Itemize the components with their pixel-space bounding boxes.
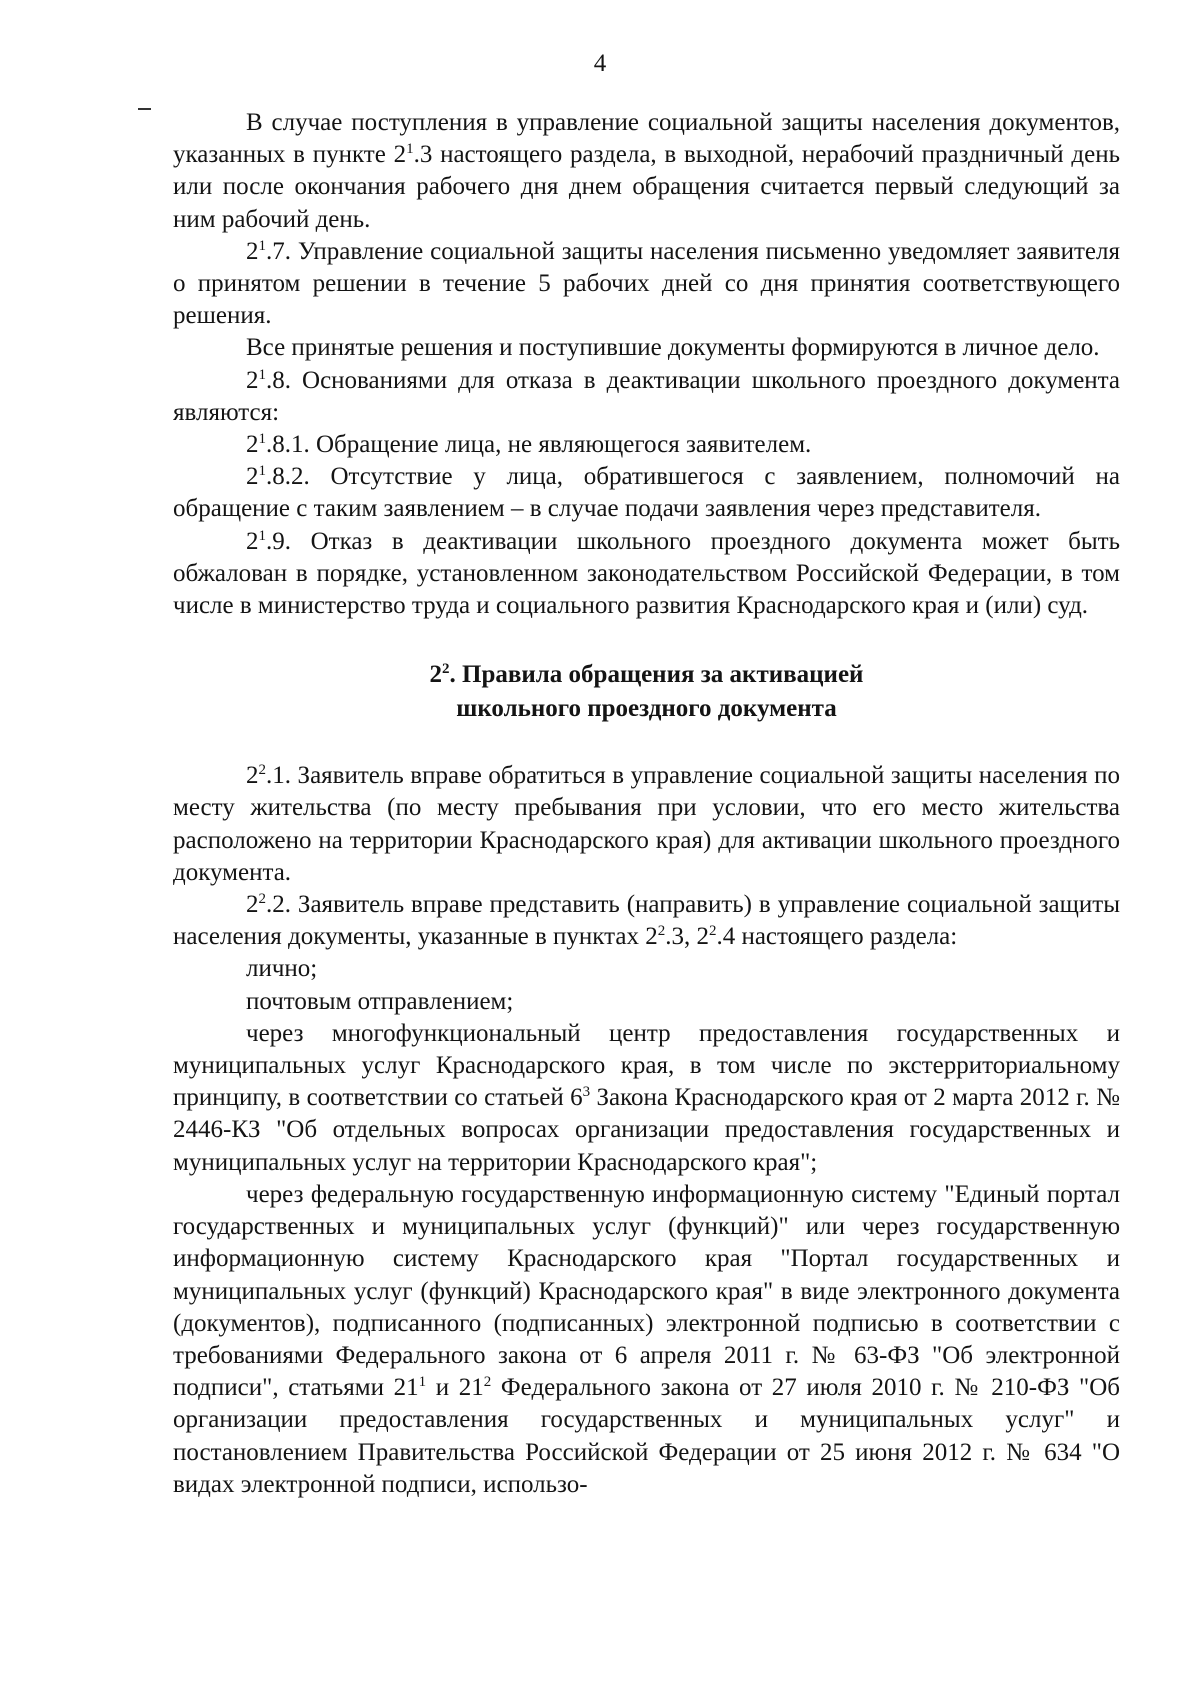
list-item-in-person: лично; [246,955,318,983]
paragraph-2-1-8-2: $2^1.8.2$. Отсутствие у лица, обратившегося с заявлением, полномочий на обращение с таким заявлением – в случае подачи заявления через представителя. [173,463,1120,523]
section-heading-line-1: $2^2$. Правила обращения за активацией [429,661,864,689]
document-body [173,107,1120,1501]
paragraph-document-receipt: В случае поступления в управление социальной защиты населения документов, указанных в пункте $2^1.3$ настоящего раздела, в выходной, нерабочий праздничный день или после окончания рабочего дня днем обращения считается первый следующий за ним рабочий день. [173,109,1120,233]
paragraph-2-1-9: $2^1.9$. Отказ в деактивации школьного проездного документа может быть обжалован в порядке, установленном законодательством Российской Федерации, в том числе в министерство труда и социального развития Краснодарского края и (или) суд. [173,527,1120,620]
paragraph-2-2-2: $2^2.2$. Заявитель вправе представить (направить) в управление социальной защиты населения документы, указанные в пунктах $2^2.3$, $2^2.4$ настоящего раздела: [173,891,1120,951]
paragraph-2-1-8: $2^1.8$. Основаниями для отказа в деактивации школьного проездного документа являются: [173,366,1120,426]
list-item-mfc: через многофункциональный центр предоставления государственных и муниципальных услуг Краснодарского края, в том числе по экстерриториальному принципу, в соответствии со статьей $6^3$ Закона Краснодарского края от 2 марта 2012 г. № 2446-КЗ "Об отдельных вопросах организации предоставления государственных и муниципальных услуг на территории Краснодарского края"; [173,1019,1120,1176]
section-heading-line-2: школьного проездного документа [456,695,837,723]
list-item-by-mail: почтовым отправлением; [246,987,514,1015]
section-heading [173,658,1120,726]
paragraph-2-1-7: $2^1.7$. Управление социальной защиты населения письменно уведомляет заявителя о принятом решении в течение 5 рабочих дней со дня принятия соответствующего решения. [173,237,1120,330]
paragraph-personal-file: Все принятые решения и поступившие документы формируются в личное дело. [246,334,1100,362]
scan-mark [138,108,151,110]
paragraph-2-1-8-1: $2^1.8.1$. Обращение лица, не являющегося заявителем. [246,431,812,459]
list-item-portal: через федеральную государственную информационную систему "Единый портал государственных и муниципальных услуг (функций)" или через государственную информационную систему Краснодарского края "Портал государственных и муниципальных услуг (функций) Краснодарского края" в виде электронного документа (документов), подписанного (подписанных) электронной подписью в соответствии с требованиями Федерального закона от 6 апреля 2011 г. № 63-ФЗ "Об электронной подписи", статьями $21^1$ и $21^2$ Федерального закона от 27 июля 2010 г. № 210-ФЗ "Об организации предоставления государственных и муниципальных услуг" и постановлением Правительства Российской Федерации от 25 июня 2012 г. № 634 "О видах электронной подписи, использо- [173,1180,1120,1498]
page-number: 4 [593,50,607,77]
paragraph-2-2-1: $2^2.1$. Заявитель вправе обратиться в управление социальной защиты населения по месту жительства (по месту пребывания при условии, что его место жительства расположено на территории Краснодарского края) для активации школьного проездного документа. [173,762,1120,886]
